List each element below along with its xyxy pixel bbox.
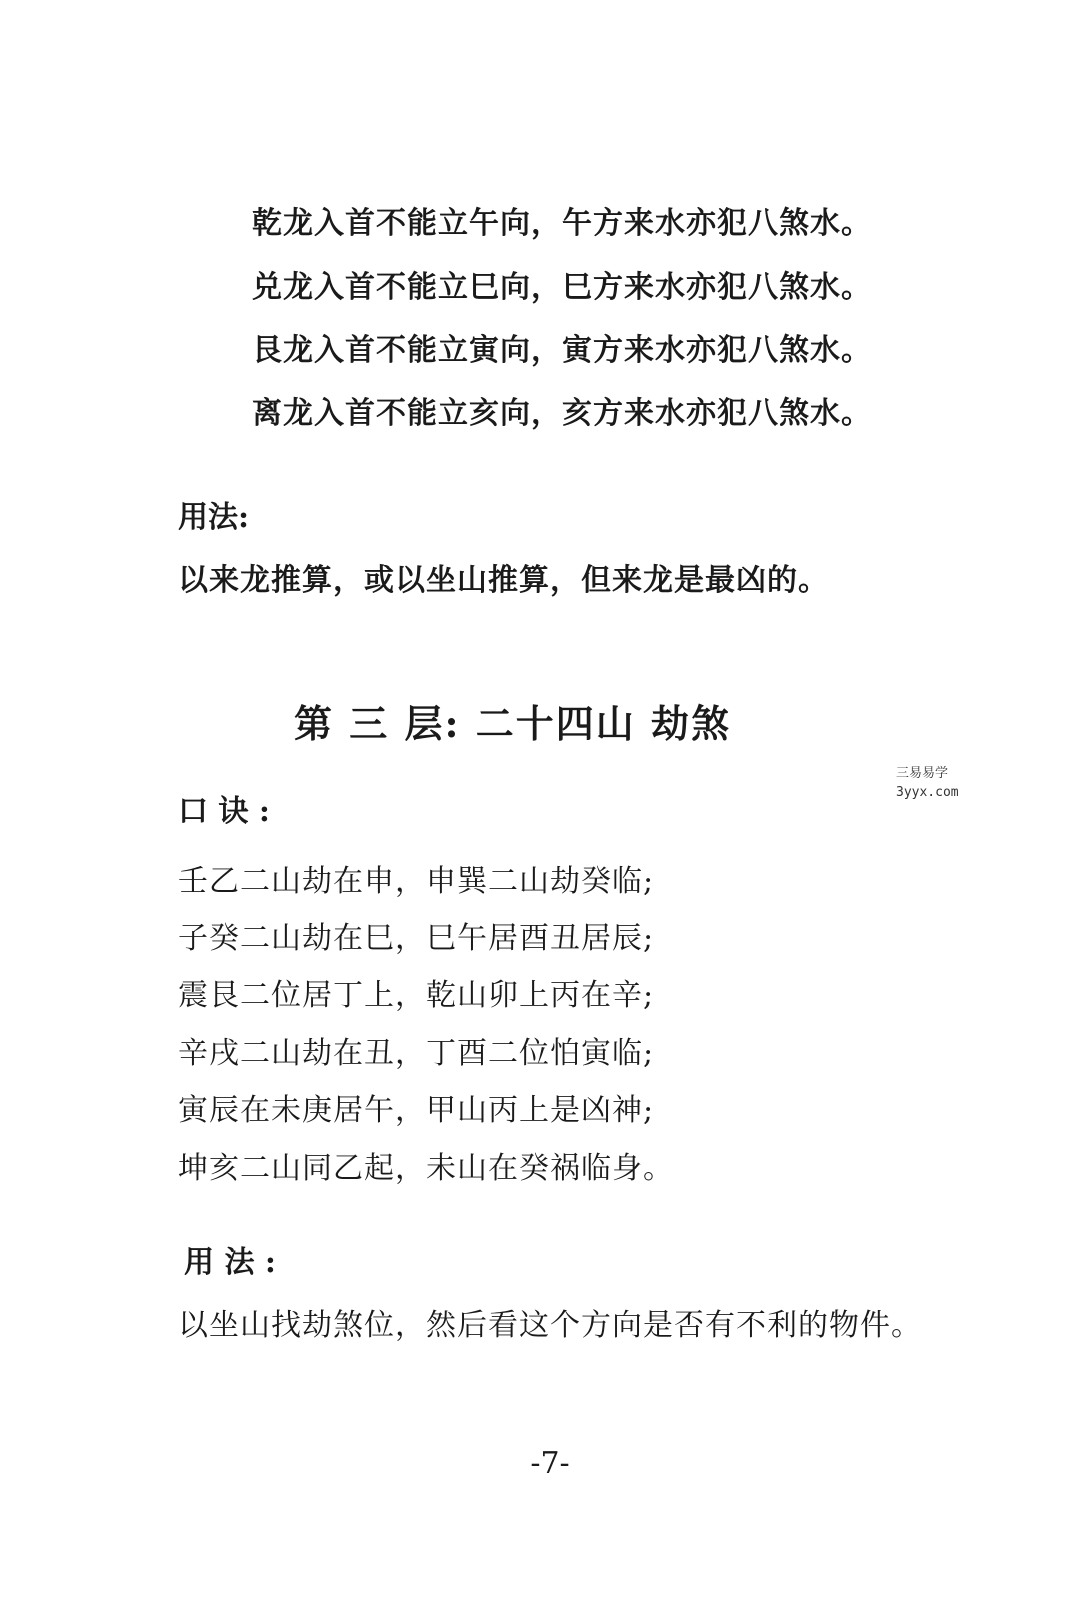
- section-title: 第 三 层: 二十四山 劫煞: [294, 701, 731, 746]
- verse-line: 离龙入首不能立亥向，亥方来水亦犯八煞水。: [252, 396, 872, 431]
- rhyme-line: 寅辰在未庚居午，甲山丙上是凶神;: [178, 1093, 655, 1128]
- rhyme-line: 辛戌二山劫在丑，丁酉二位怕寅临;: [178, 1036, 655, 1071]
- rhyme-label: 口 诀 :: [178, 794, 270, 829]
- watermark: [896, 764, 959, 802]
- rhyme-line: 坤亥二山同乙起，未山在癸祸临身。: [178, 1151, 674, 1186]
- usage-text: 以来龙推算，或以坐山推算，但来龙是最凶的。: [178, 563, 829, 598]
- verse-line: 兑龙入首不能立巳向，巳方来水亦犯八煞水。: [252, 270, 872, 305]
- usage-label: 用法:: [178, 500, 250, 535]
- usage-text: 以坐山找劫煞位，然后看这个方向是否有不利的物件。: [178, 1308, 922, 1343]
- usage-label: 用 法 :: [184, 1245, 276, 1280]
- page-number: -7-: [530, 1446, 570, 1481]
- verse-line: 艮龙入首不能立寅向，寅方来水亦犯八煞水。: [252, 333, 872, 368]
- watermark-line: 三易易学: [896, 766, 949, 781]
- rhyme-line: 震艮二位居丁上，乾山卯上丙在辛;: [178, 978, 655, 1013]
- watermark-url: 3yyx.com: [896, 785, 959, 800]
- rhyme-line: 子癸二山劫在巳，巳午居酉丑居辰;: [178, 921, 655, 956]
- rhyme-line: 壬乙二山劫在申，申巽二山劫癸临;: [178, 864, 655, 899]
- verse-line: 乾龙入首不能立午向，午方来水亦犯八煞水。: [252, 206, 872, 241]
